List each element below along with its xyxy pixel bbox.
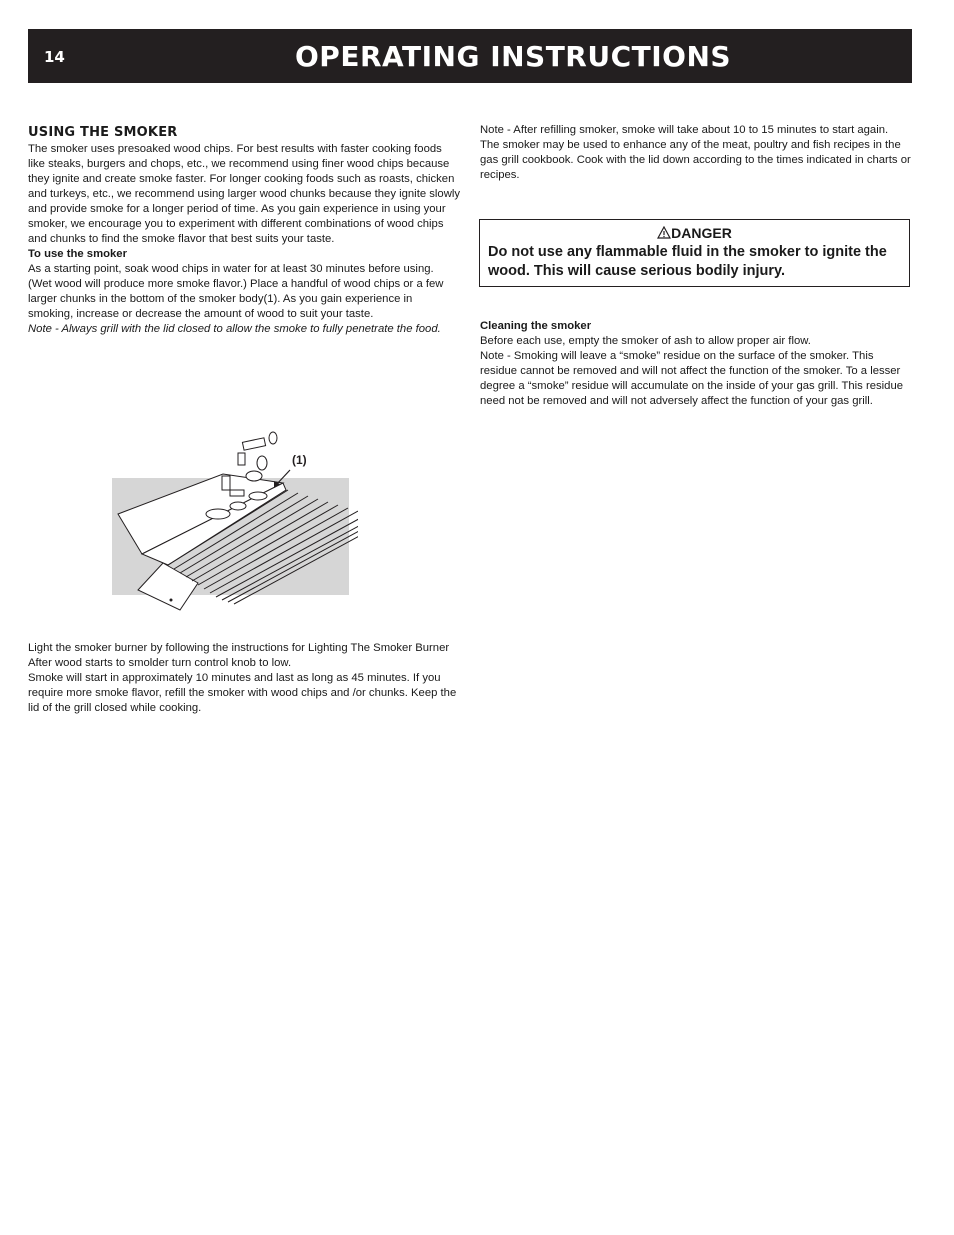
- smoker-illustration: [108, 428, 358, 618]
- figure-callout: (1): [292, 453, 307, 467]
- smoker-diagram: [108, 428, 358, 618]
- page-header: [28, 29, 912, 83]
- subheading: To use the smoker: [28, 248, 127, 260]
- danger-box: [479, 219, 910, 287]
- cleaning-line: Before each use, empty the smoker of ash to allow proper air flow.: [480, 335, 811, 347]
- left-column: [28, 125, 460, 337]
- page-title: OPERATING INSTRUCTIONS: [295, 40, 732, 73]
- enhance-paragraph: The smoker may be used to enhance any of the meat, poultry and fish recipes in the gas grill cookbook. Cook with the lid down according to the times indicated in charts or recipes.: [480, 139, 911, 181]
- after-figure-line: Light the smoker burner by following the instructions for Lighting The Smoker Burner After wood starts to smolder turn control knob to low.: [28, 642, 450, 669]
- warning-triangle-icon: [657, 226, 671, 239]
- cleaning-heading: Cleaning the smoker: [480, 320, 592, 332]
- intro-paragraph: The smoker uses presoaked wood chips. For best results with faster cooking foods like steaks, burgers and chops, etc., we recommend using finer wood chips because they ignite and create smoke faster. For longer cooking foods such as roasts, chicken and turkeys, etc., we recommend using larger wood chunks because they ignite slowly and provide smoke for a longer period of time. As you gain experience in using your smoker, we encourage you to experiment with different combinations of wood chips and chunks to find the smoke flavor that best suits your taste.: [28, 143, 461, 245]
- refill-note: Note - After refilling smoker, smoke will take about 10 to 15 minutes to start again.: [480, 124, 889, 136]
- danger-label: DANGER: [671, 225, 732, 241]
- danger-heading: [488, 225, 901, 241]
- section-heading: USING THE SMOKER: [28, 125, 178, 140]
- page-number: 14: [44, 48, 65, 66]
- right-column: [480, 123, 912, 183]
- after-figure-text: [28, 641, 460, 716]
- cleaning-section: [480, 319, 912, 409]
- after-figure-line: Smoke will start in approximately 10 minutes and last as long as 45 minutes. If you require more smoke flavor, refill the smoker with wood chips and /or chunks. Keep the lid of the grill closed while cooking.: [28, 672, 457, 714]
- note-paragraph: Note - Always grill with the lid closed to allow the smoke to fully penetrate the food.: [28, 323, 441, 335]
- danger-text: Do not use any flammable fluid in the smoker to ignite the wood. This will cause serious bodily injury.: [488, 244, 887, 279]
- steps-paragraph: As a starting point, soak wood chips in water for at least 30 minutes before using. (Wet wood will produce more smoke flavor.) Place a handful of wood chips or a few larger chunks in the bottom of the smoker body(1). As you gain experience in smoking, increase or decrease the amount of wood to suit your taste.: [28, 263, 444, 320]
- cleaning-line: Note - Smoking will leave a “smoke” residue on the surface of the smoker. This residue cannot be removed and will not affect the function of the smoker. To a lesser degree a “smoke” residue will accumulate on the inside of your gas grill. This residue need not be removed and will not adversely affect the function of your gas grill.: [480, 350, 904, 407]
